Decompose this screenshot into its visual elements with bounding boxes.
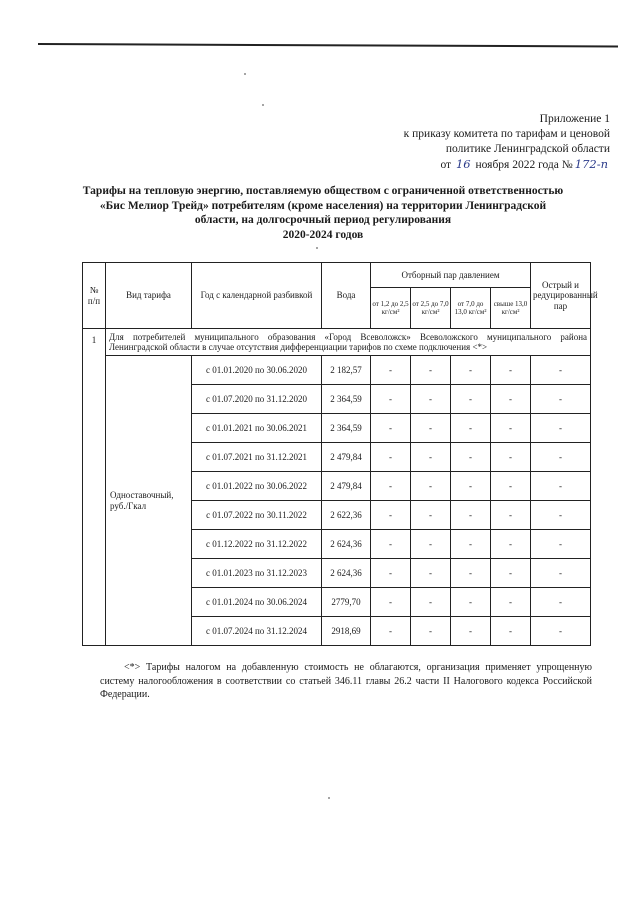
water-cell: 2779,70 — [322, 588, 371, 617]
steam-4-cell: - — [491, 501, 531, 530]
top-scan-rule — [38, 43, 618, 48]
steam-4-cell: - — [491, 559, 531, 588]
period-cell: с 01.12.2022 по 31.12.2022 — [192, 530, 322, 559]
header-row — [83, 263, 591, 288]
steam-2-cell: - — [411, 617, 451, 646]
steam-2-cell: - — [411, 501, 451, 530]
water-cell: 2 622,36 — [322, 501, 371, 530]
steam-3-cell: - — [451, 501, 491, 530]
water-cell: 2 624,36 — [322, 559, 371, 588]
steam-3-cell: - — [451, 559, 491, 588]
order-number-handwritten: 172-п — [574, 157, 608, 171]
tariff-type-cell: Одноставочный, руб./Гкал — [106, 356, 192, 646]
section-row — [83, 329, 591, 356]
steam-2-cell: - — [411, 530, 451, 559]
water-cell: 2 364,59 — [322, 385, 371, 414]
section-number: 1 — [83, 329, 106, 646]
scan-speck — [244, 73, 246, 75]
period-cell: с 01.01.2024 по 30.06.2024 — [192, 588, 322, 617]
water-cell: 2 479,84 — [322, 443, 371, 472]
steam-2-cell: - — [411, 472, 451, 501]
reduced-steam-cell: - — [531, 588, 591, 617]
header-num: № п/п — [83, 263, 106, 329]
steam-3-cell: - — [451, 588, 491, 617]
scan-speck — [262, 104, 264, 106]
steam-1-cell: - — [371, 588, 411, 617]
steam-2-cell: - — [411, 414, 451, 443]
reduced-steam-cell: - — [531, 559, 591, 588]
appendix-line-3: политике Ленинградской области — [445, 143, 610, 155]
steam-3-cell: - — [451, 472, 491, 501]
steam-3-cell: - — [451, 356, 491, 385]
steam-3-cell: - — [451, 617, 491, 646]
scan-speck — [316, 247, 318, 249]
water-cell: 2 624,36 — [322, 530, 371, 559]
document-title — [80, 184, 566, 242]
title-line-1: Тарифы на тепловую энергию, поставляемую обществом с ограниченной ответственностью — [82, 185, 564, 197]
period-cell: с 01.07.2022 по 30.11.2022 — [192, 501, 322, 530]
steam-4-cell: - — [491, 385, 531, 414]
header-steam-3: от 7,0 до 13,0 кг/см² — [451, 288, 491, 329]
period-cell: с 01.01.2023 по 31.12.2023 — [192, 559, 322, 588]
title-line-2: «Бис Мелиор Трейд» потребителям (кроме населения) на территории Ленинградской — [99, 199, 547, 212]
steam-4-cell: - — [491, 356, 531, 385]
steam-1-cell: - — [371, 414, 411, 443]
steam-2-cell: - — [411, 443, 451, 472]
period-cell: с 01.07.2024 по 31.12.2024 — [192, 617, 322, 646]
header-steam-4: свыше 13,0 кг/см² — [491, 288, 531, 329]
date-prefix: от — [440, 159, 452, 171]
reduced-steam-cell: - — [531, 472, 591, 501]
water-cell: 2 364,59 — [322, 414, 371, 443]
period-cell: с 01.07.2020 по 31.12.2020 — [192, 385, 322, 414]
period-cell: с 01.07.2021 по 31.12.2021 — [192, 443, 322, 472]
water-cell: 2918,69 — [322, 617, 371, 646]
date-day-handwritten: 16 — [455, 157, 471, 171]
appendix-line-1: Приложение 1 — [539, 113, 610, 125]
steam-4-cell: - — [491, 443, 531, 472]
steam-4-cell: - — [491, 414, 531, 443]
steam-1-cell: - — [371, 472, 411, 501]
reduced-steam-cell: - — [531, 501, 591, 530]
header-period: Год с календарной разбивкой — [192, 263, 322, 329]
tariff-table — [82, 262, 598, 646]
period-cell: с 01.01.2020 по 30.06.2020 — [192, 356, 322, 385]
period-cell: с 01.01.2021 по 30.06.2021 — [192, 414, 322, 443]
section-description: Для потребителей муниципального образования «Город Всеволожск» Всеволожского муниципального района Ленинградской области в случае отсутствия дифференциации тарифов по схеме подключения <*> — [106, 329, 591, 356]
appendix-block — [340, 112, 610, 173]
date-text: ноября 2022 года № — [475, 159, 573, 171]
steam-4-cell: - — [491, 530, 531, 559]
steam-1-cell: - — [371, 385, 411, 414]
title-line-3: области, на долгосрочный период регулирования — [194, 214, 452, 226]
title-line-4: 2020-2024 годов — [282, 228, 364, 241]
steam-3-cell: - — [451, 414, 491, 443]
reduced-steam-cell: - — [531, 414, 591, 443]
steam-1-cell: - — [371, 501, 411, 530]
scan-speck — [328, 797, 330, 799]
steam-3-cell: - — [451, 530, 491, 559]
header-steam-2: от 2,5 до 7,0 кг/см² — [411, 288, 451, 329]
appendix-date-line — [340, 157, 610, 173]
steam-2-cell: - — [411, 385, 451, 414]
steam-4-cell: - — [491, 588, 531, 617]
header-steam-group: Отборный пар давлением — [371, 263, 531, 288]
steam-4-cell: - — [491, 617, 531, 646]
water-cell: 2 479,84 — [322, 472, 371, 501]
header-reduced-steam: Острый и редуцированный пар — [531, 263, 591, 329]
appendix-line-2: к приказу комитета по тарифам и ценовой — [403, 128, 610, 140]
steam-1-cell: - — [371, 443, 411, 472]
steam-4-cell: - — [491, 472, 531, 501]
reduced-steam-cell: - — [531, 385, 591, 414]
steam-1-cell: - — [371, 559, 411, 588]
header-tariff-type: Вид тарифа — [106, 263, 192, 329]
steam-2-cell: - — [411, 588, 451, 617]
reduced-steam-cell: - — [531, 530, 591, 559]
steam-3-cell: - — [451, 385, 491, 414]
reduced-steam-cell: - — [531, 443, 591, 472]
header-steam-1: от 1,2 до 2,5 кг/см² — [371, 288, 411, 329]
steam-1-cell: - — [371, 530, 411, 559]
reduced-steam-cell: - — [531, 617, 591, 646]
header-water: Вода — [322, 263, 371, 329]
water-cell: 2 182,57 — [322, 356, 371, 385]
period-cell: с 01.01.2022 по 30.06.2022 — [192, 472, 322, 501]
footnote: <*> Тарифы налогом на добавленную стоимость не облагаются, организация применяет упрощенную систему налогообложения в соответствии со статьей 346.11 главы 26.2 части II Налогового кодекса Российской Федерации. — [100, 662, 592, 700]
table-row — [83, 356, 591, 385]
reduced-steam-cell: - — [531, 356, 591, 385]
steam-3-cell: - — [451, 443, 491, 472]
steam-1-cell: - — [371, 617, 411, 646]
steam-1-cell: - — [371, 356, 411, 385]
steam-2-cell: - — [411, 559, 451, 588]
steam-2-cell: - — [411, 356, 451, 385]
